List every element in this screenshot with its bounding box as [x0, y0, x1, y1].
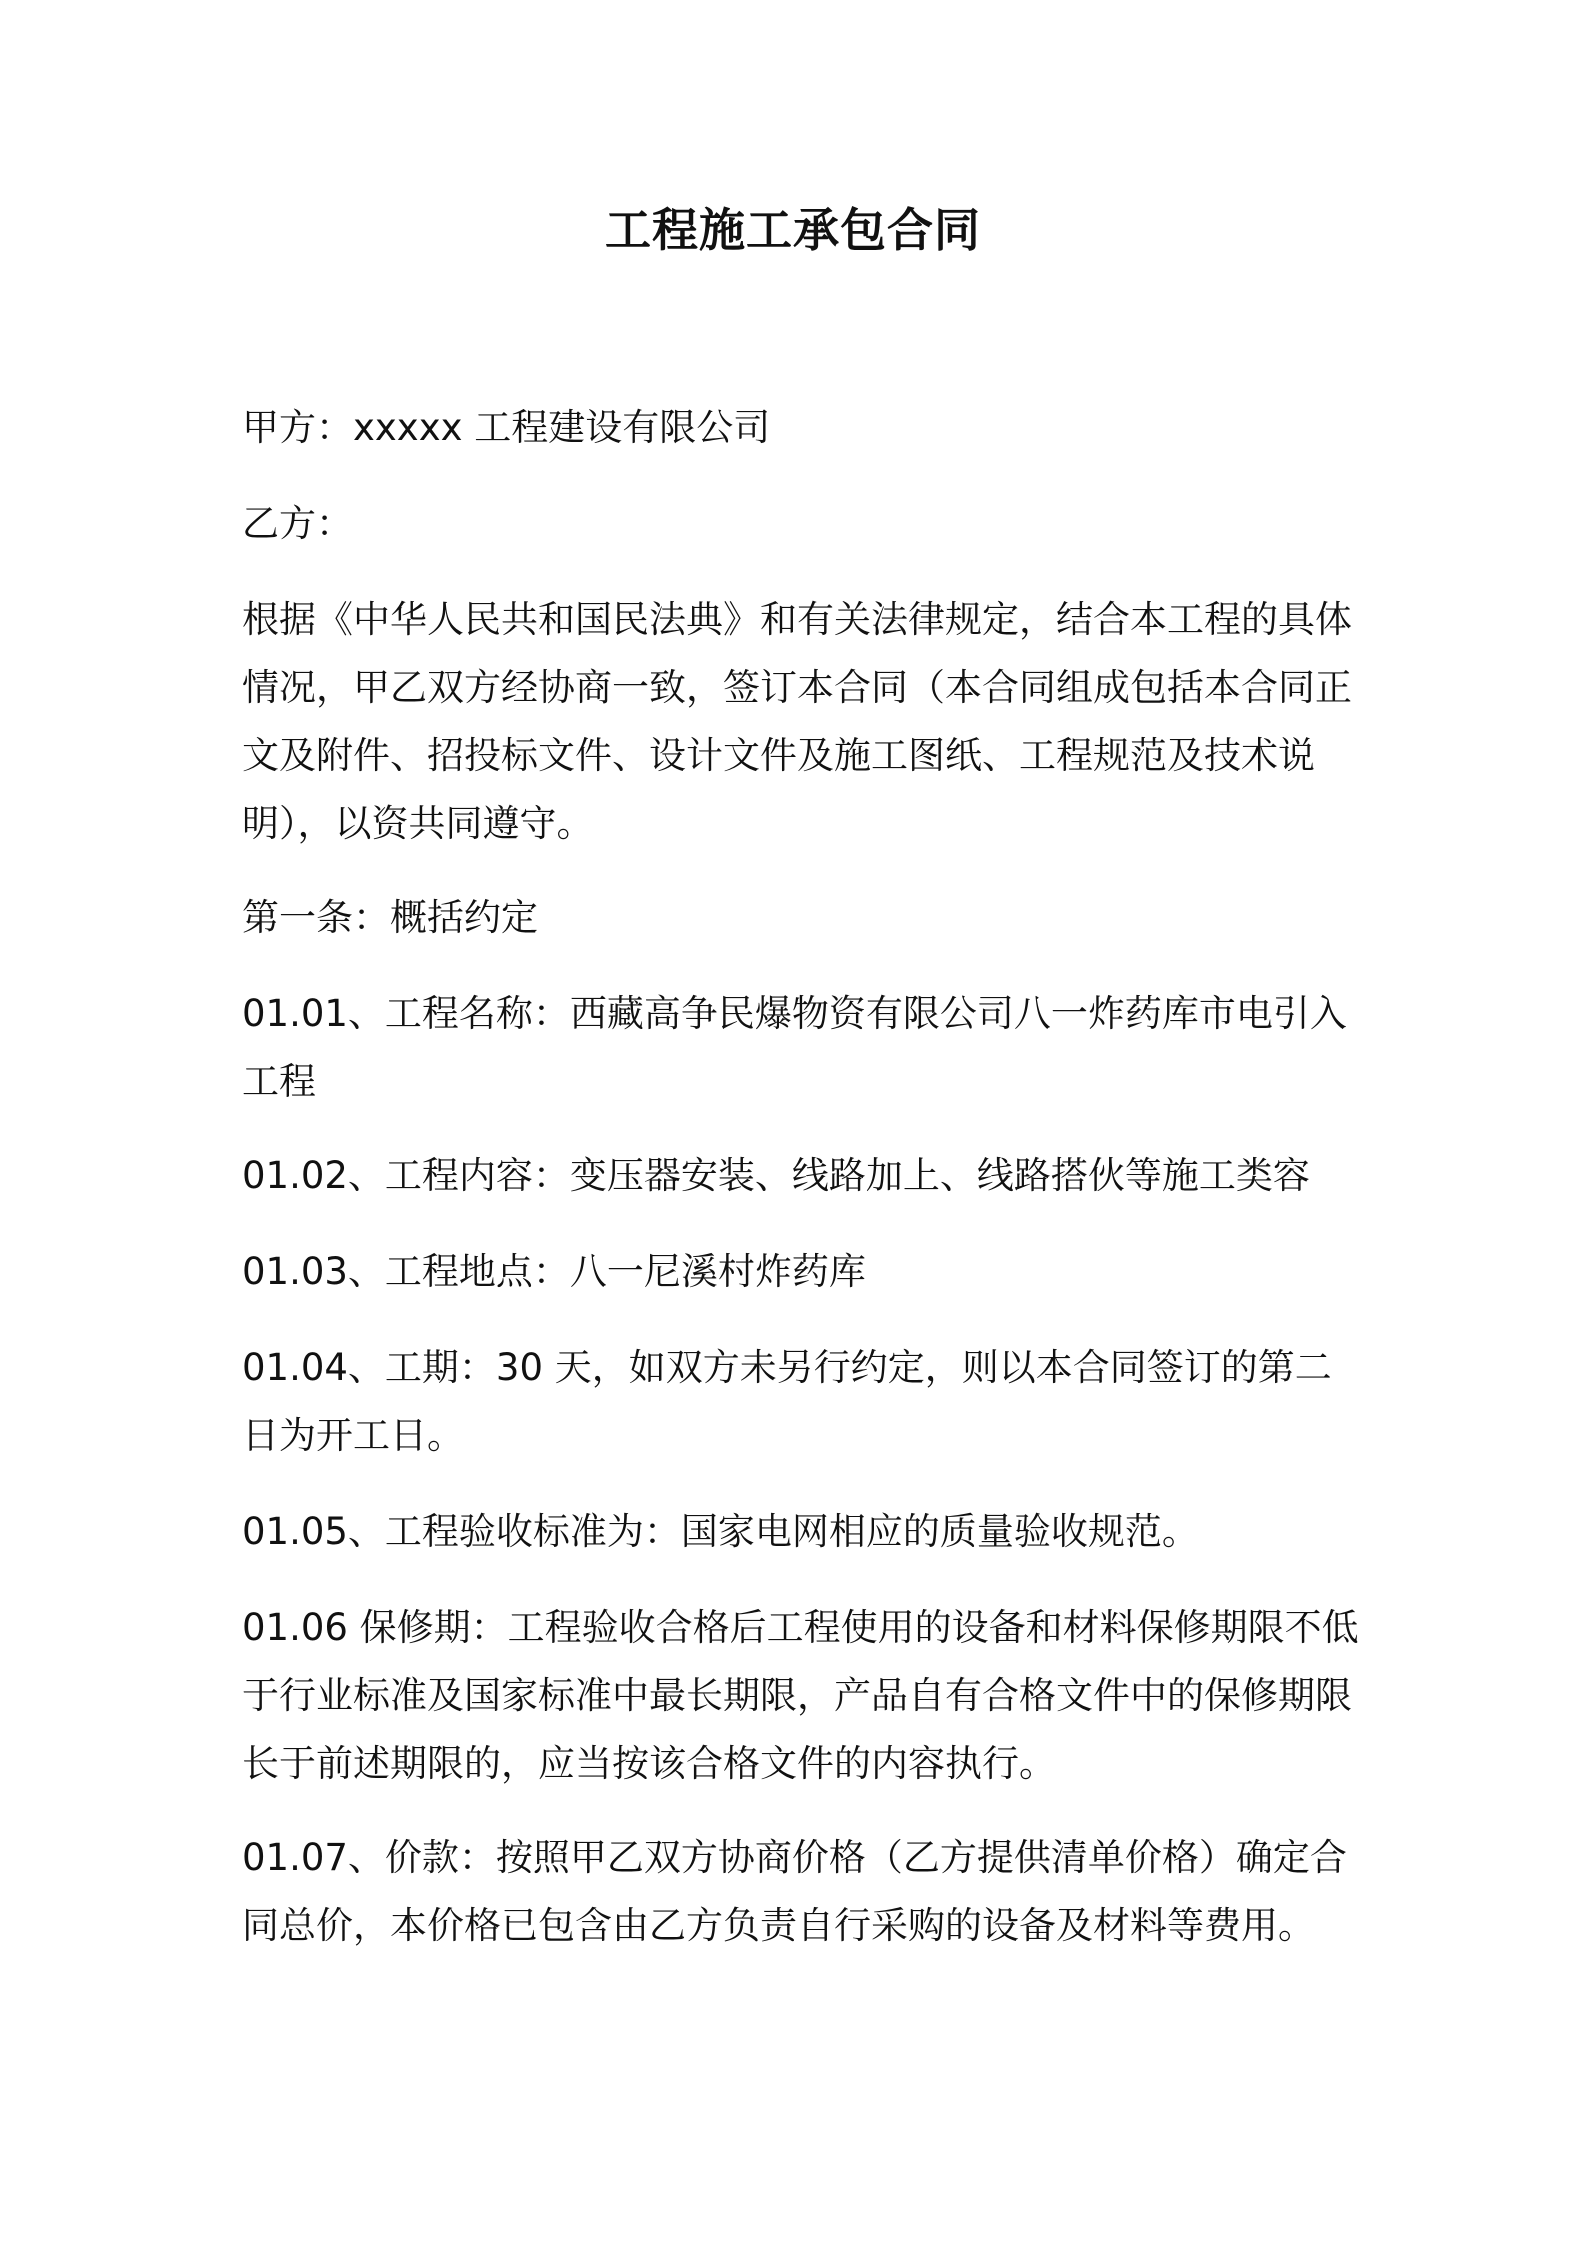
clause-01-01: 01.01、工程名称：西藏高争民爆物资有限公司八一炸药库市电引入工程	[242, 992, 1347, 1103]
party-b-line	[242, 490, 1360, 558]
document-title: 工程施工承包合同	[605, 203, 981, 257]
party-a-line	[242, 394, 1360, 462]
party-a-label: 甲方：	[242, 406, 353, 449]
intro-paragraph: 根据《中华人民共和国民法典》和有关法律规定，结合本工程的具体情况，甲乙双方经协商一致，签订本合同（本合同组成包括本合同正文及附件、招投标文件、设计文件及施工图纸、工程规范及技术说明），以资共同遵守。	[242, 598, 1352, 845]
party-b-label: 乙方：	[242, 502, 353, 545]
clause-01-05: 01.05、工程验收标准为：国家电网相应的质量验收规范。	[242, 1510, 1199, 1553]
clause-01-06: 01.06 保修期：工程验收合格后工程使用的设备和材料保修期限不低于行业标准及国家标准中最长期限，产品自有合格文件中的保修期限长于前述期限的，应当按该合格文件的内容执行。	[242, 1606, 1359, 1785]
party-a-value: xxxxx 工程建设有限公司	[353, 406, 771, 449]
article-1-heading: 第一条：概括约定	[242, 896, 538, 939]
clause-01-02: 01.02、工程内容：变压器安装、线路加上、线路搭伙等施工类容	[242, 1154, 1310, 1197]
clause-01-07: 01.07、价款：按照甲乙双方协商价格（乙方提供清单价格）确定合同总价，本价格已包含由乙方负责自行采购的设备及材料等费用。	[242, 1836, 1347, 1947]
clause-01-04: 01.04、工期：30 天，如双方未另行约定，则以本合同签订的第二日为开工日。	[242, 1346, 1332, 1457]
clause-01-03: 01.03、工程地点：八一尼溪村炸药库	[242, 1250, 866, 1293]
